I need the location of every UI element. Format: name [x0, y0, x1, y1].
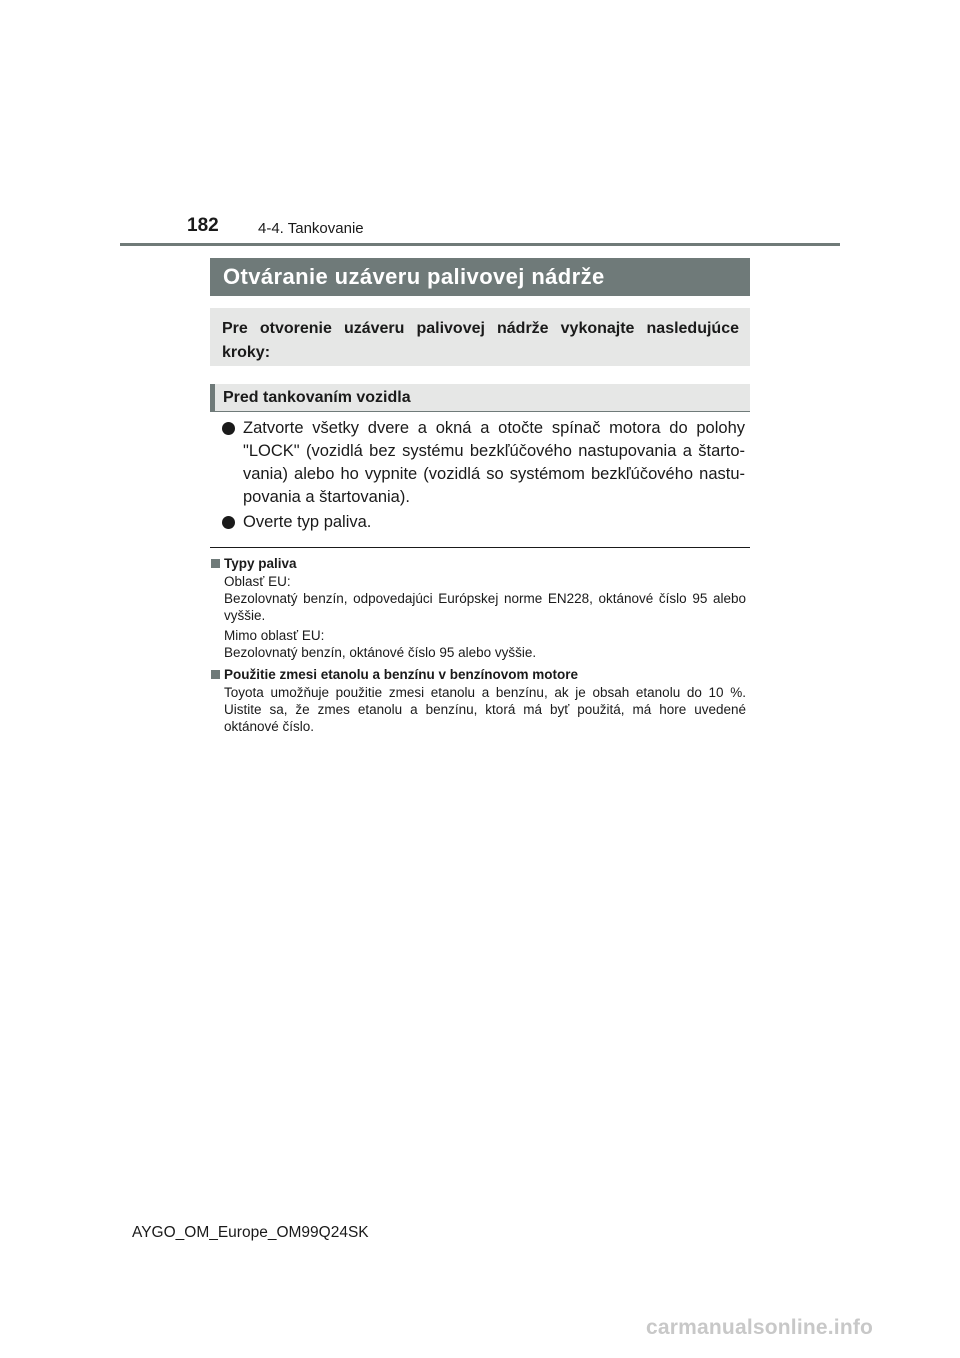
step-list	[222, 417, 745, 536]
bullet-dot-icon	[222, 516, 235, 529]
note-block-ethanol	[210, 666, 746, 735]
intro-text: Pre otvorenie uzáveru palivovej nádrže vykonajte nasledujúce kroky:	[222, 320, 739, 361]
notes-section	[210, 555, 746, 740]
page-title-bar	[210, 258, 750, 296]
note-body	[210, 573, 746, 661]
page-number: 182	[187, 215, 219, 236]
list-item-text: Overte typ paliva.	[243, 513, 372, 531]
note-heading-text: Použitie zmesi etanolu a benzínu v benzínovom motore	[224, 667, 579, 682]
note-heading-text: Typy paliva	[224, 556, 297, 571]
list-item-text: Zatvorte všetky dvere a okná a otočte spínač motora do polohy "LOCK" (vozidlá bez systému bezkľúčového nastupovania a štarto-vania) alebo ho vypnite (vozidlá so systémom bezkľúčového nastu-povania a štartovania).	[243, 419, 745, 506]
note-body	[210, 684, 746, 735]
list-item	[222, 511, 745, 534]
page-title: Otváranie uzáveru palivovej nádrže	[223, 264, 605, 289]
note-heading	[210, 666, 746, 684]
note-paragraph: Bezolovnatý benzín, oktánové číslo 95 alebo vyššie.	[224, 645, 537, 660]
section-label: 4-4. Tankovanie	[258, 220, 364, 237]
note-block-fuel-types	[210, 555, 746, 661]
note-paragraph: Mimo oblasť EU:	[224, 628, 325, 643]
note-paragraph: Bezolovnatý benzín, odpovedajúci Európskej norme EN228, oktánové číslo 95 alebo vyššie.	[224, 591, 746, 623]
subsection-underline	[210, 411, 750, 412]
square-bullet-icon	[211, 559, 220, 568]
intro-box	[210, 308, 750, 366]
subsection-title: Pred tankovaním vozidla	[223, 388, 411, 406]
document-code: AYGO_OM_Europe_OM99Q24SK	[132, 1224, 369, 1241]
watermark: carmanualsonline.info	[646, 1316, 874, 1339]
header-divider	[120, 243, 840, 246]
subsection-header	[210, 384, 750, 411]
bullet-dot-icon	[222, 422, 235, 435]
note-paragraph: Toyota umožňuje použitie zmesi etanolu a benzínu, ak je obsah etanolu do 10 %. Uistite sa, že zmes etanolu a benzínu, ktorá má byť použitá, má hore uvedené oktánové číslo.	[224, 685, 746, 734]
square-bullet-icon	[211, 670, 220, 679]
list-item	[222, 417, 745, 509]
notes-divider	[210, 547, 750, 548]
note-heading	[210, 555, 746, 573]
note-paragraph: Oblasť EU:	[224, 574, 291, 589]
